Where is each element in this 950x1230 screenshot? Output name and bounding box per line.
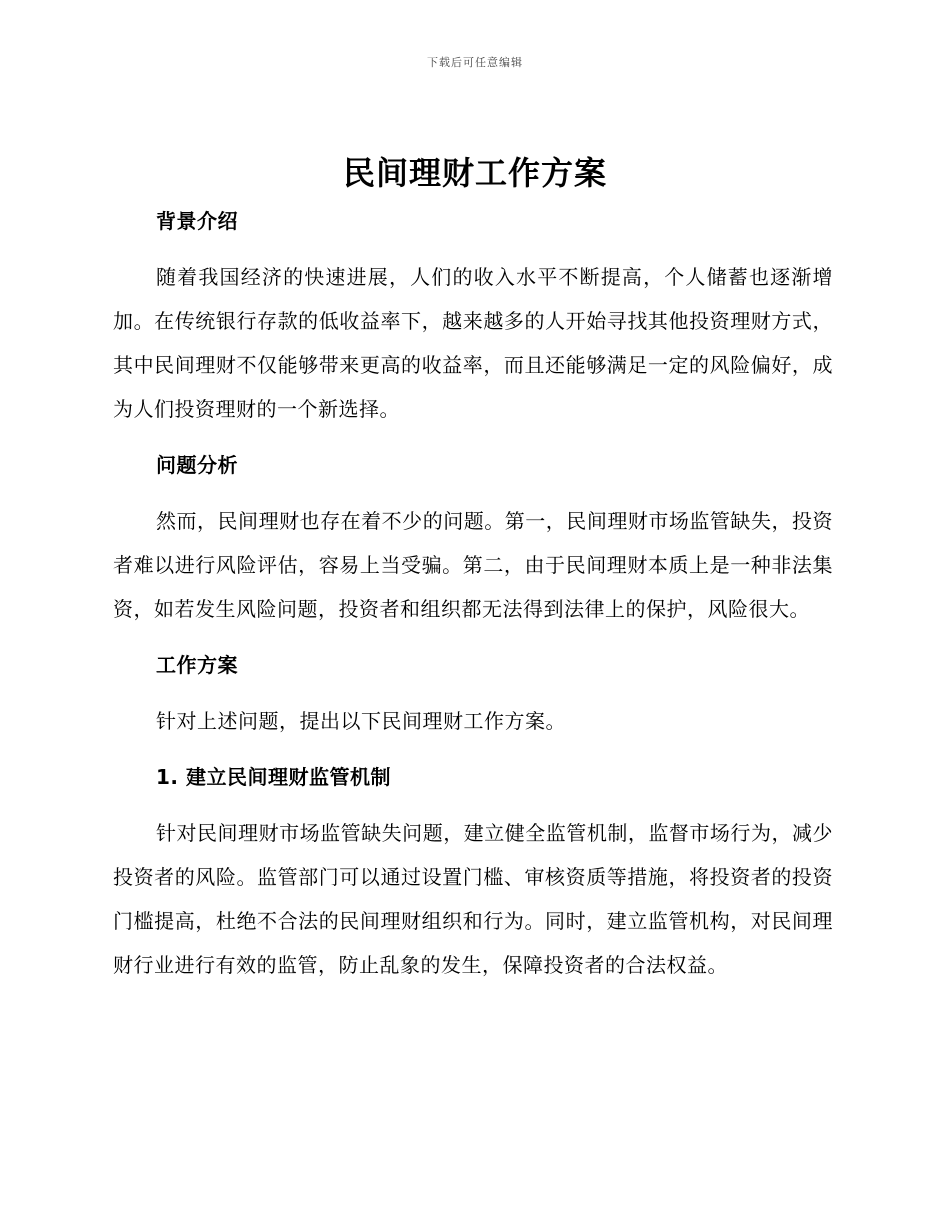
header-note: 下载后可任意编辑	[427, 56, 523, 69]
document-title: 民间理财工作方案	[342, 154, 607, 192]
section-heading-plan: 工作方案	[156, 653, 238, 677]
section-heading-problem: 问题分析	[156, 453, 238, 477]
section-text-background: 随着我国经济的快速进展，人们的收入水平不断提高，个人储蓄也逐渐增加。在传统银行存款的低收益率下，越来越多的人开始寻找其他投资理财方式，其中民间理财不仅能够带来更高的收益率，而且还能够满足一定的风险偏好，成为人们投资理财的一个新选择。	[113, 265, 833, 421]
section-text-problem: 然而，民间理财也存在着不少的问题。第一，民间理财市场监管缺失，投资者难以进行风险评估，容易上当受骗。第二，由于民间理财本质上是一种非法集资，如若发生风险问题，投资者和组织都无法得到法律上的保护，风险很大。	[113, 509, 833, 621]
section-heading-background: 背景介绍	[156, 209, 238, 233]
section-heading-item1: 1. 建立民间理财监管机制	[156, 765, 391, 789]
document-body	[113, 203, 833, 987]
section-text-plan: 针对上述问题，提出以下民间理财工作方案。	[156, 709, 566, 733]
section-text-item1: 针对民间理财市场监管缺失问题，建立健全监管机制，监督市场行为，减少投资者的风险。监管部门可以通过设置门槛、审核资质等措施，将投资者的投资门槛提高，杜绝不合法的民间理财组织和行为。同时，建立监管机构，对民间理财行业进行有效的监管，防止乱象的发生，保障投资者的合法权益。	[113, 821, 833, 977]
